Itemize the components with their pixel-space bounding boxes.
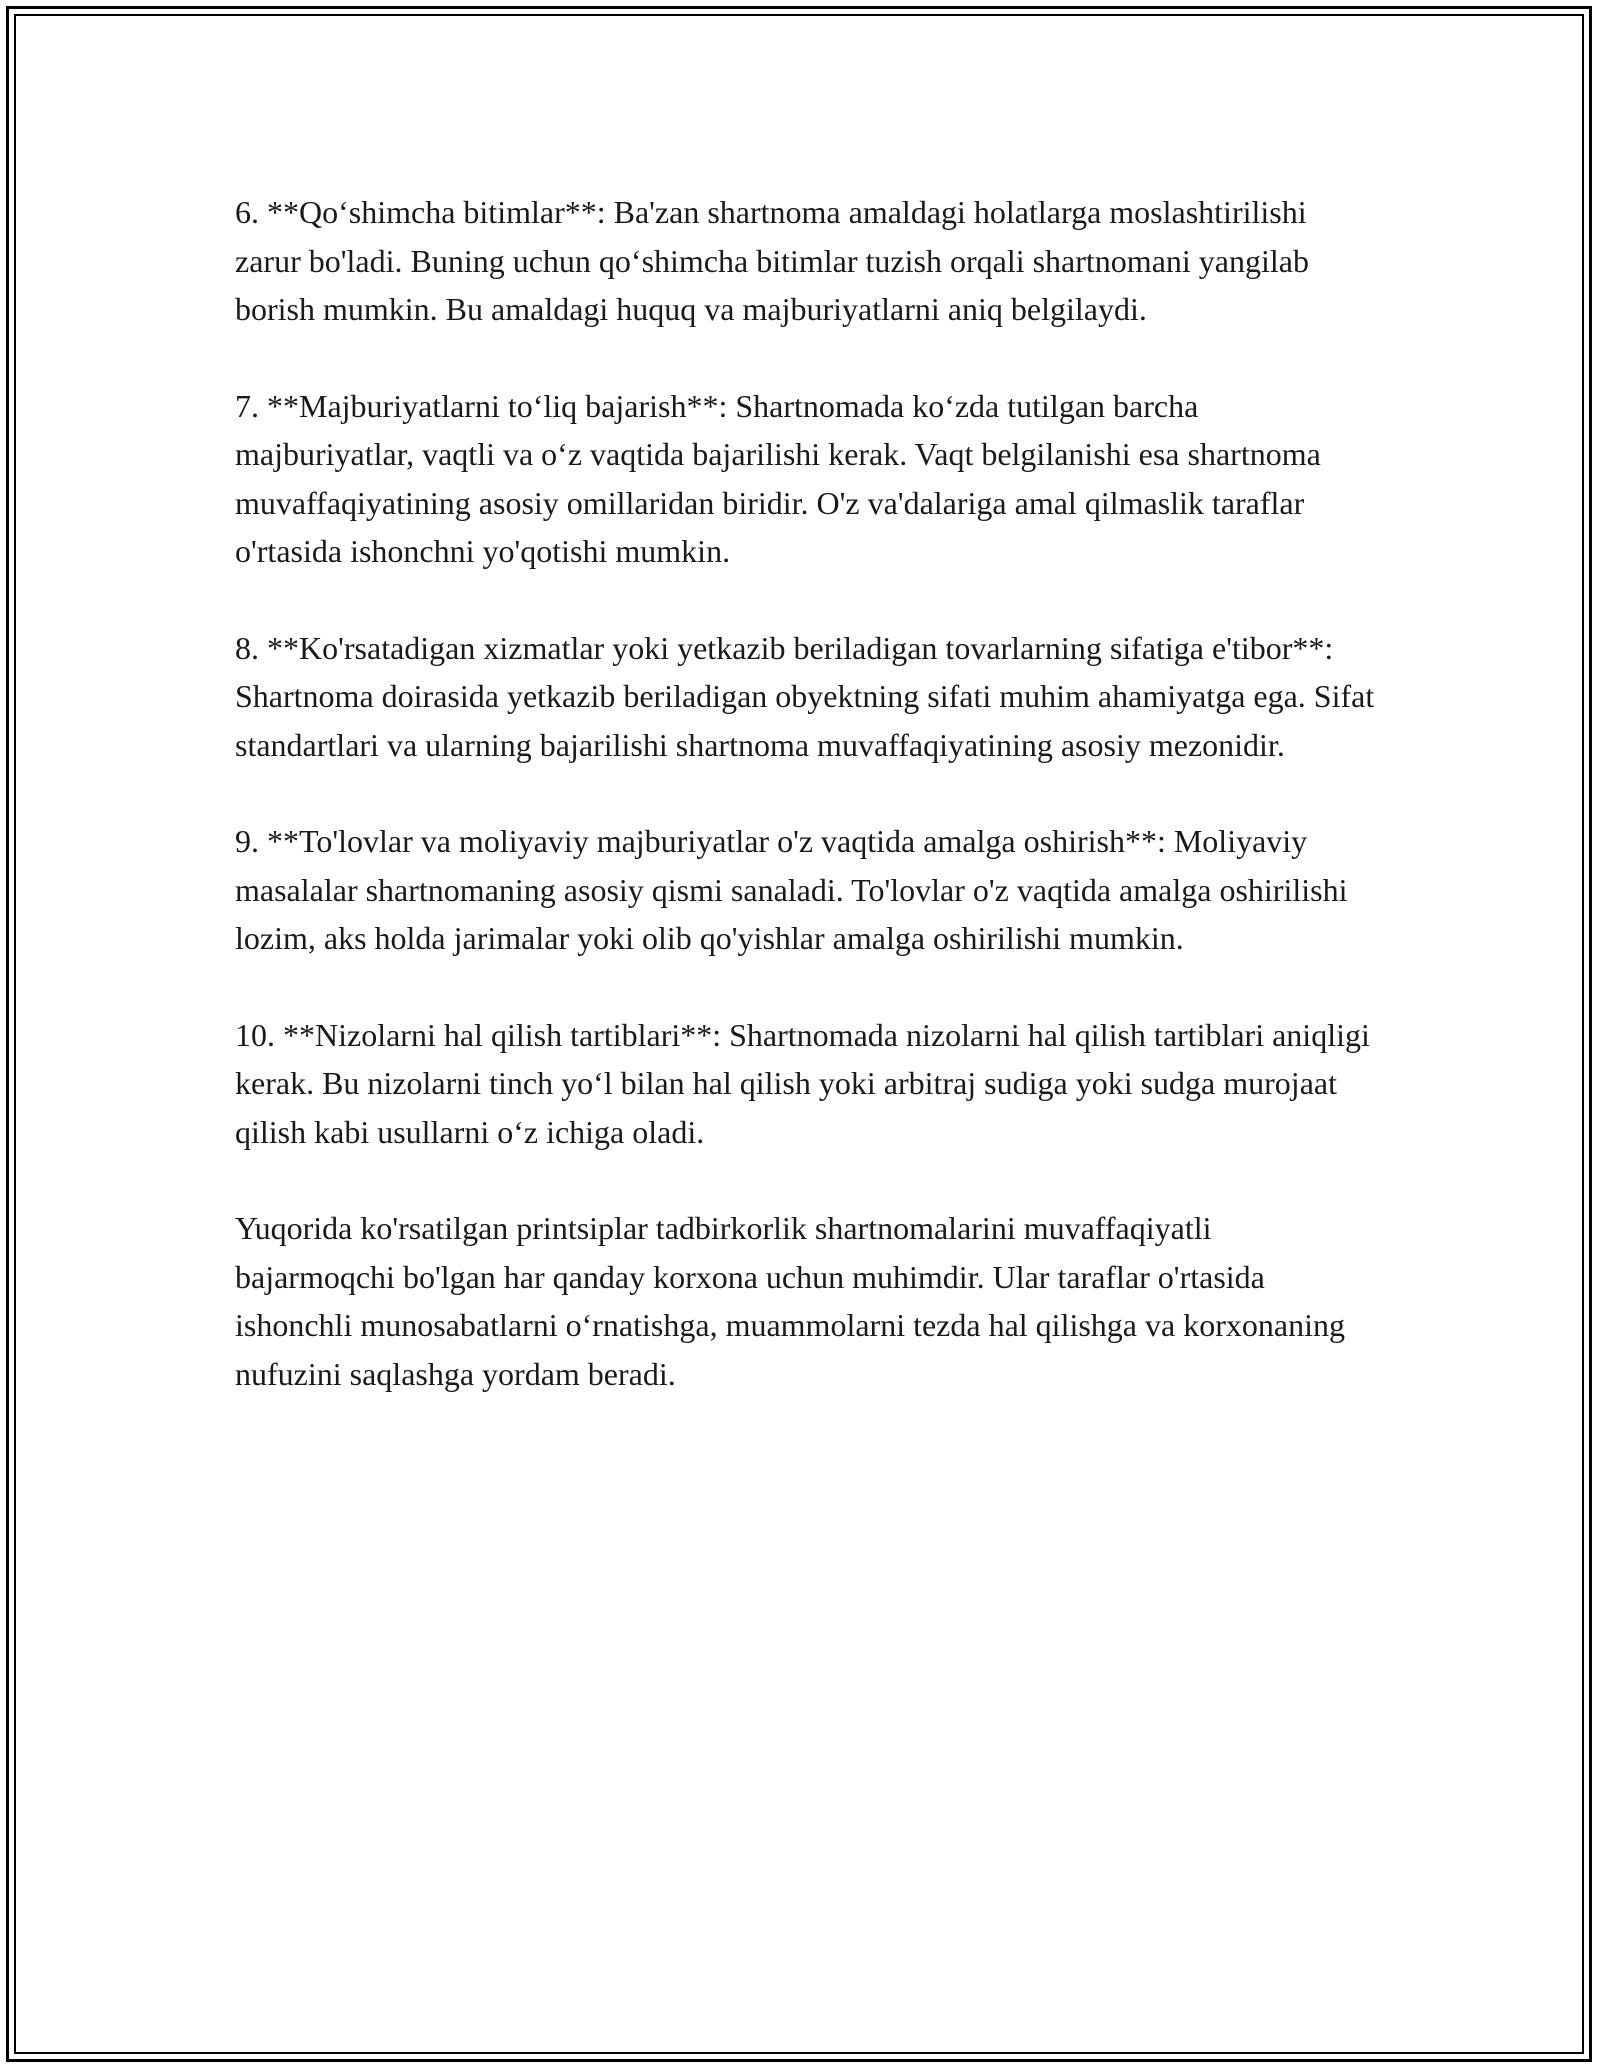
paragraph-7-full-obligations: 7. **Majburiyatlarni to‘liq bajarish**: Shartnomada ko‘zda tutilgan barcha majburiyatlar, vaqtli va o‘z vaqtida bajarilishi kerak. Vaqt belgilanishi esa shartnoma muvaffaqiyatining asosiy omillaridan biridir. O'z va'dalariga amal qilmaslik taraflar o'rtasida ishonchni yo'qotishi mumkin. <box>235 387 1321 569</box>
paragraph-conclusion: Yuqorida ko'rsatilgan printsiplar tadbirkorlik shartnomalarini muvaffaqiyatli bajarmoqchi bo'lgan har qanday korxona uchun muhimdir. Ular taraflar o'rtasida ishonchli munosabatlarni o‘rnatishga, muammolarni tezda hal qilishga va korxonaning nufuzini saqlashga yordam beradi. <box>235 1210 1345 1392</box>
paragraph-10-dispute-resolution: 10. **Nizolarni hal qilish tartiblari**: Shartnomada nizolarni hal qilish tartiblari aniqligi kerak. Bu nizolarni tinch yo‘l bilan hal qilish yoki arbitraj sudiga yoki sudga murojaat qilish kabi usullarni o‘z ichiga oladi. <box>235 1016 1370 1150</box>
paragraph-6-additional-agreements: 6. **Qo‘shimcha bitimlar**: Ba'zan shartnoma amaldagi holatlarga moslashtirilishi zarur bo'ladi. Buning uchun qo‘shimcha bitimlar tuzish orqali shartnomani yangilab borish mumkin. Bu amaldagi huquq va majburiyatlarni aniq belgilaydi. <box>235 194 1309 327</box>
document-body <box>235 188 1375 1446</box>
paragraph-8-quality-attention: 8. **Ko'rsatadigan xizmatlar yoki yetkazib beriladigan tovarlarning sifatiga e'tibor**: Shartnoma doirasida yetkazib beriladigan obyektning sifati muhim ahamiyatga ega. Sifat standartlari va ularning bajarilishi shartnoma muvaffaqiyatining asosiy mezonidir. <box>235 629 1375 763</box>
paragraph-9-payments: 9. **To'lovlar va moliyaviy majburiyatlar o'z vaqtida amalga oshirish**: Moliyaviy masalalar shartnomaning asosiy qismi sanaladi. To'lovlar o'z vaqtida amalga oshirilishi lozim, aks holda jarimalar yoki olib qo'yishlar amalga oshirilishi mumkin. <box>235 823 1348 956</box>
